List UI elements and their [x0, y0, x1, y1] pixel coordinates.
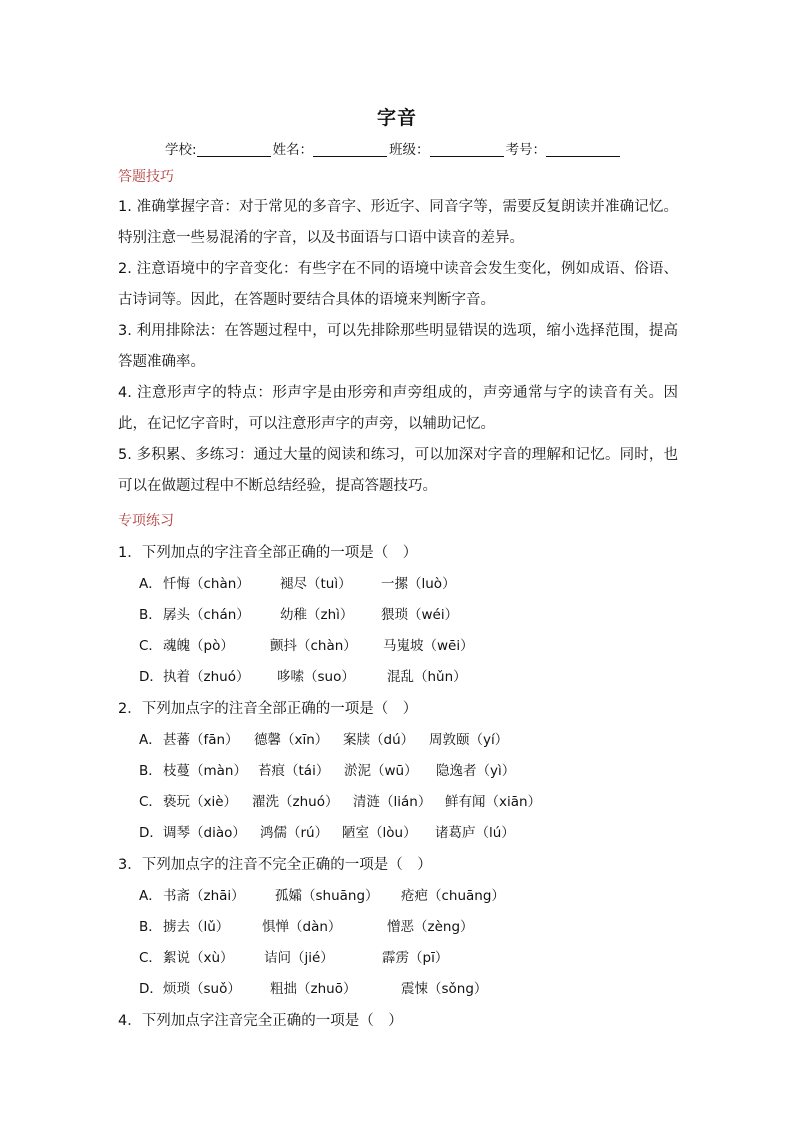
option-label: D． [139, 669, 163, 685]
name-label: 姓名： [272, 142, 314, 158]
question-stem: 2．下列加点字的注音全部正确的一项是（ ） [118, 701, 418, 717]
option-item: 幼稚（zhì） [280, 607, 354, 623]
option-item: 惧惮（dàn） [262, 919, 342, 935]
school-blank[interactable] [197, 142, 271, 157]
question-stem: 3．下列加点字的注音不完全正确的一项是（ ） [118, 857, 432, 873]
option-item: 憎恶（zèng） [387, 919, 474, 935]
option-item: 甚蕃（fān） [163, 732, 239, 748]
option-item: 马嵬坡（wēi） [383, 638, 474, 654]
option-item: 鸿儒（rú） [260, 825, 329, 841]
option-item: 震悚（sǒng） [401, 981, 488, 997]
tip-paragraph: 3. 利用排除法：在答题过程中，可以先排除那些明显错误的选项，缩小选择范围，提高答题准确率。 [118, 323, 678, 370]
number-blank[interactable] [546, 142, 620, 157]
option-label: C． [139, 638, 162, 654]
class-blank[interactable] [430, 142, 504, 157]
tip-paragraph: 5. 多积累、多练习：通过大量的阅读和练习，可以加深对字音的理解和记忆。同时，也可以在做题过程中不断总结经验，提高答题技巧。 [118, 447, 678, 494]
student-info-row [165, 138, 645, 158]
option-item: 执着（zhuó） [163, 669, 250, 685]
option-label: A． [139, 888, 162, 904]
option-item: 陋室（lòu） [342, 825, 417, 841]
option-item: 烦琐（suǒ） [163, 981, 241, 997]
option-item: 德馨（xīn） [254, 732, 329, 748]
option-label: B． [139, 763, 162, 779]
option-item: 霹雳（pī） [382, 950, 449, 966]
option-item: 淤泥（wū） [344, 763, 418, 779]
option-label: C． [139, 794, 162, 810]
option-label: A． [139, 732, 162, 748]
option-item: 亵玩（xiè） [163, 794, 238, 810]
option-item: 隐逸者（yì） [436, 763, 516, 779]
option-item: 哆嗦（suo） [277, 669, 355, 685]
number-label: 考号： [505, 142, 547, 158]
option-item: 濯洗（zhuó） [252, 794, 339, 810]
school-label: 学校: [165, 142, 197, 158]
option-item: 粗拙（zhuō） [270, 981, 357, 997]
option-item: 孤孀（shuāng） [275, 888, 379, 904]
section-heading-tips: 答题技巧 [118, 169, 174, 185]
option-item: 枝蔓（màn） [163, 763, 247, 779]
question-stem: 4．下列加点字注音完全正确的一项是（ ） [118, 1013, 403, 1029]
option-label: C． [139, 950, 162, 966]
tip-paragraph: 1. 准确掌握字音：对于常见的多音字、形近字、同音字等，需要反复朗读并准确记忆。特别注意一些易混淆的字音，以及书面语与口语中读音的差异。 [118, 199, 678, 246]
option-item: 絮说（xù） [163, 950, 234, 966]
option-label: D． [139, 825, 163, 841]
option-item: 忏悔（chàn） [163, 576, 250, 592]
option-item: 混乱（hǔn） [387, 669, 467, 685]
option-label: B． [139, 607, 162, 623]
option-item: 猥琐（wéi） [381, 607, 459, 623]
option-item: 掳去（lǔ） [163, 919, 230, 935]
option-item: 诘问（jié） [264, 950, 334, 966]
option-item: 诸葛庐（lú） [435, 825, 515, 841]
question-stem: 1．下列加点的字注音全部正确的一项是（ ） [118, 545, 418, 561]
option-item: 苔痕（tái） [258, 763, 330, 779]
option-label: B． [139, 919, 162, 935]
option-label: A． [139, 576, 162, 592]
page-title: 字音 [376, 107, 417, 129]
option-item: 案牍（dú） [343, 732, 415, 748]
section-heading-practice: 专项练习 [118, 513, 174, 529]
name-blank[interactable] [313, 142, 387, 157]
option-item: 一摞（luò） [381, 576, 456, 592]
option-label: D． [139, 981, 163, 997]
option-item: 书斋（zhāi） [163, 888, 245, 904]
option-item: 魂魄（pò） [163, 638, 234, 654]
tip-paragraph: 2. 注意语境中的字音变化：有些字在不同的语境中读音会发生变化，例如成语、俗语、古诗词等。因此，在答题时要结合具体的语境来判断字音。 [118, 261, 678, 308]
option-item: 褪尽（tuì） [280, 576, 352, 592]
option-item: 孱头（chán） [163, 607, 250, 623]
option-item: 颤抖（chàn） [270, 638, 357, 654]
option-item: 疮疤（chuāng） [401, 888, 505, 904]
option-item: 调琴（diào） [163, 825, 246, 841]
option-item: 清涟（lián） [353, 794, 432, 810]
class-label: 班级： [389, 142, 430, 158]
option-item: 周敦颐（yí） [429, 732, 509, 748]
option-item: 鲜有闻（xiān） [445, 794, 542, 810]
tip-paragraph: 4. 注意形声字的特点：形声字是由形旁和声旁组成的，声旁通常与字的读音有关。因此，在记忆字音时，可以注意形声字的声旁，以辅助记忆。 [118, 385, 678, 432]
